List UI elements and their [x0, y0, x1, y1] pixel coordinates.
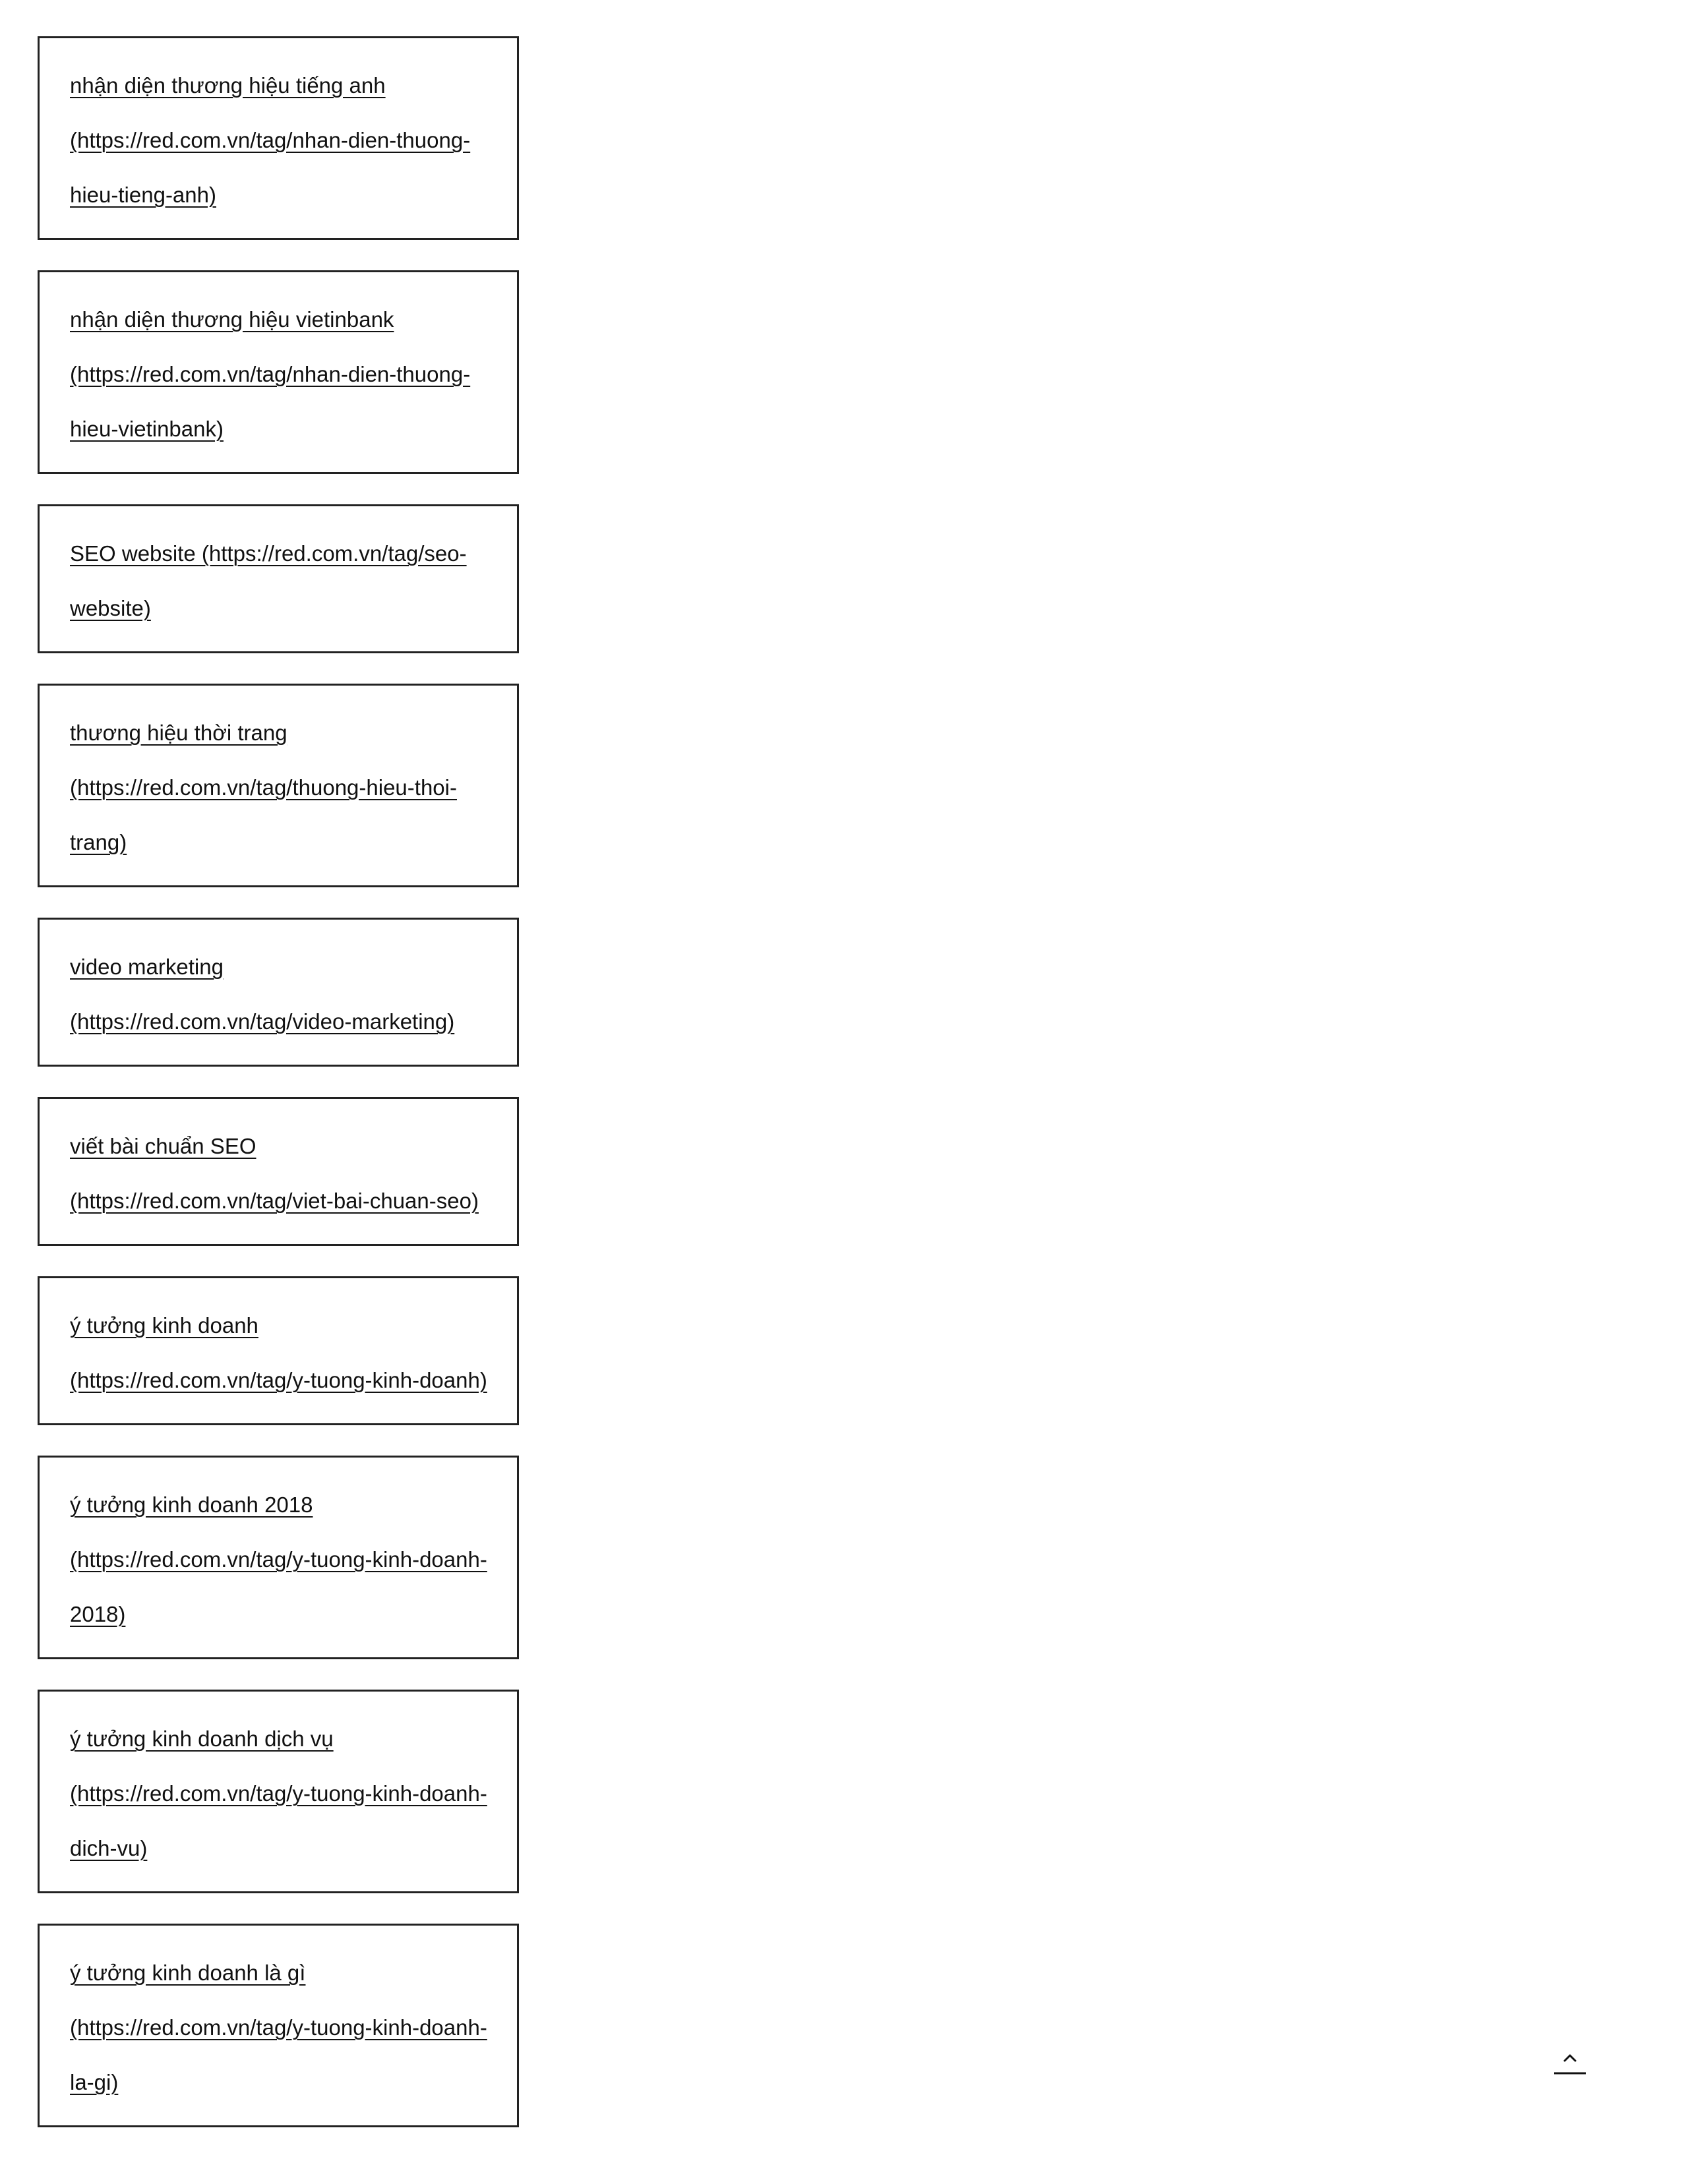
- tag-link[interactable]: video marketing (https://red.com.vn/tag/video-marketing): [70, 955, 455, 1034]
- tag-item: [38, 1097, 519, 1246]
- tag-link[interactable]: ý tưởng kinh doanh dịch vụ (https://red.com.vn/tag/y-tuong-kinh-doanh-dich-vu): [70, 1727, 487, 1860]
- chevron-up-icon: [1553, 2047, 1587, 2079]
- tag-item: [38, 918, 519, 1067]
- tag-item: [38, 504, 519, 653]
- tag-item: [38, 1276, 519, 1425]
- tag-link[interactable]: ý tưởng kinh doanh (https://red.com.vn/tag/y-tuong-kinh-doanh): [70, 1313, 487, 1392]
- tag-item: [38, 1924, 519, 2127]
- tag-item: [38, 684, 519, 887]
- tag-link[interactable]: thương hiệu thời trang (https://red.com.vn/tag/thuong-hieu-thoi-trang): [70, 721, 457, 854]
- tag-list: [38, 36, 519, 2158]
- tag-item: [38, 1690, 519, 1893]
- tag-item: [38, 270, 519, 474]
- tag-item: [38, 36, 519, 240]
- tag-link[interactable]: ý tưởng kinh doanh 2018 (https://red.com.vn/tag/y-tuong-kinh-doanh-2018): [70, 1492, 487, 1626]
- tag-link[interactable]: viết bài chuẩn SEO (https://red.com.vn/tag/viet-bai-chuan-seo): [70, 1134, 479, 1213]
- back-to-top-button[interactable]: [1553, 2047, 1587, 2079]
- tag-link[interactable]: nhận diện thương hiệu tiếng anh (https://red.com.vn/tag/nhan-dien-thuong-hieu-tieng-anh): [70, 73, 471, 207]
- tag-link[interactable]: nhận diện thương hiệu vietinbank (https://red.com.vn/tag/nhan-dien-thuong-hieu-vietinbank): [70, 307, 471, 441]
- tag-link[interactable]: ý tưởng kinh doanh là gì (https://red.com.vn/tag/y-tuong-kinh-doanh-la-gi): [70, 1961, 487, 2094]
- tag-item: [38, 1456, 519, 1659]
- tag-link[interactable]: SEO website (https://red.com.vn/tag/seo-website): [70, 541, 467, 620]
